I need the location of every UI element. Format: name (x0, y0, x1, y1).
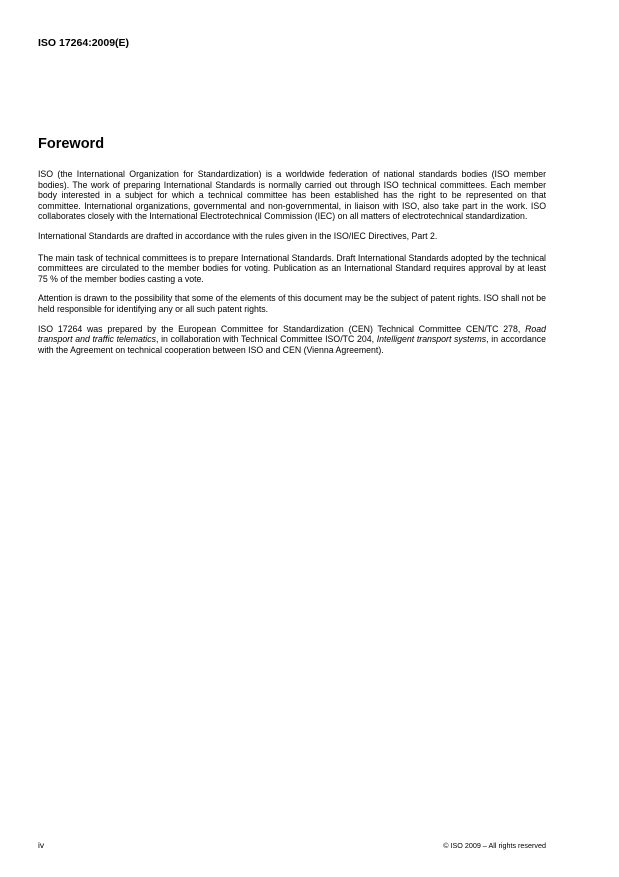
paragraph-patent-rights: Attention is drawn to the possibility that some of the elements of this document may be the subject of patent rights. ISO shall not be held responsible for identifying any or all such patent rights. (38, 293, 546, 314)
paragraph-iso-overview: ISO (the International Organization for Standardization) is a worldwide federation of national standards bodies (ISO member bodies). The work of preparing International Standards is normally carried out through ISO technical committees. Each member body interested in a subject for which a technical committee has been established has the right to be represented on that committee. International organizations, governmental and non-governmental, in liaison with ISO, also take part in the work. ISO collaborates closely with the International Electrotechnical Commission (IEC) on all matters of electrotechnical standardization. (38, 169, 546, 222)
preparation-text-2: , in collaboration with Technical Committee ISO/TC 204, (155, 334, 377, 345)
page-number: iv (38, 840, 45, 850)
preparation-text-1: ISO 17264 was prepared by the European Committee for Standardization (CEN) Technical Committee CEN/TC 278, (38, 323, 526, 334)
paragraph-committee-task: The main task of technical committees is to prepare International Standards. Draft International Standards adopted by the technical committees are circulated to the member bodies for voting. Publication as an International Standard requires approval by at least 75 % of the member bodies casting a vote. (38, 252, 546, 284)
committee-name-iso: Intelligent transport systems (376, 334, 487, 345)
preparation-text-3: , in accordance with the Agreement on technical cooperation between ISO and CEN (Vienna Agreement). (38, 334, 547, 355)
committee-name-cen: Road transport and traffic telematics (38, 323, 546, 345)
section-title: Foreword (38, 136, 105, 152)
copyright-notice: © ISO 2009 – All rights reserved (443, 841, 546, 850)
paragraph-preparation (38, 324, 546, 356)
document-identifier: ISO 17264:2009(E) (38, 37, 130, 49)
foreword-body (38, 169, 546, 364)
paragraph-drafting-rules: International Standards are drafted in accordance with the rules given in the ISO/IEC Directives, Part 2. (38, 230, 438, 241)
